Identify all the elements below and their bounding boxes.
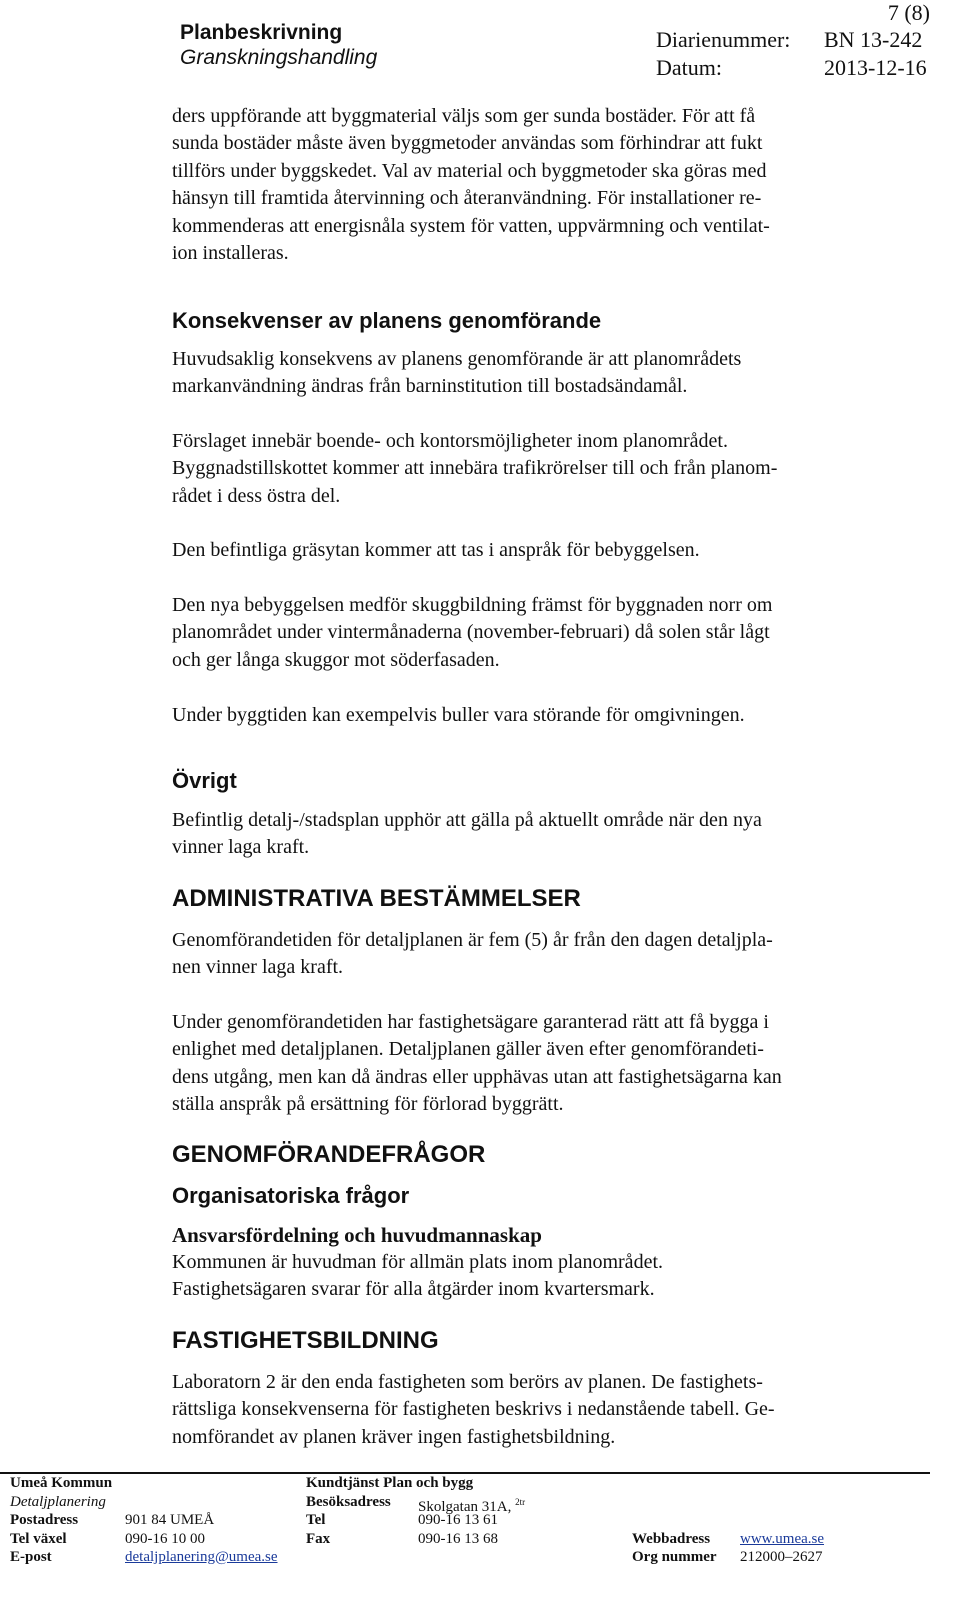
text-line: kommenderas att energisnåla system för vatten, uppvärmning och ventilat- — [172, 214, 770, 237]
paragraph-huvudsaklig — [172, 346, 912, 401]
footer-fax-label: Fax — [306, 1531, 331, 1547]
paragraph-grasytan — [172, 537, 912, 564]
footer-org: Umeå Kommun — [10, 1475, 113, 1491]
footer-web-link[interactable]: www.umea.se — [740, 1531, 825, 1547]
footer-org-value: 212000–2627 — [740, 1549, 823, 1565]
footer-besok-floor: 2tr — [515, 1497, 526, 1507]
paragraph-ansvar — [172, 1249, 912, 1304]
datum-label: Datum: — [656, 55, 722, 80]
text-line: tillförs under byggskedet. Val av material och byggmetoder ska göras med — [172, 159, 767, 182]
document-status: Granskningshandling — [180, 46, 378, 69]
footer-kundtjanst: Kundtjänst Plan och bygg — [306, 1475, 474, 1491]
text-line: ställa anspråk på ersättning för förlorad byggrätt. — [172, 1093, 564, 1116]
text-line: Förslaget innebär boende- och kontorsmöjligheter inom planområdet. — [172, 430, 728, 452]
footer-email-link[interactable]: detaljplanering@umea.se — [125, 1549, 278, 1565]
text-line: planområdet under vintermånaderna (november-februari) då solen står lågt — [172, 621, 770, 644]
text-line: Den befintliga gräsytan kommer att tas i anspråk för bebyggelsen. — [172, 539, 700, 561]
document-title: Planbeskrivning — [180, 21, 343, 44]
footer-webb-label: Webbadress — [632, 1531, 711, 1547]
heading-genomforandefragor: GENOMFÖRANDEFRÅGOR — [172, 1141, 486, 1168]
footer-telvaxel-value: 090-16 10 00 — [125, 1531, 205, 1547]
text-line: rådet i dess östra del. — [172, 484, 341, 507]
heading-konsekvenser: Konsekvenser av planens genomförande — [172, 308, 602, 333]
footer-tel-label: Tel — [306, 1512, 326, 1528]
footer-org-label: Org nummer — [632, 1549, 717, 1565]
text-line: rättsliga konsekvenserna för fastigheten beskrivs i nedanstående tabell. Ge- — [172, 1398, 775, 1421]
text-line: enlighet med detaljplanen. Detaljplanen gäller även efter genomförandeti- — [172, 1038, 764, 1061]
text-line: ders uppförande att byggmaterial väljs som ger sunda bostäder. För att få — [172, 105, 756, 127]
paragraph-ovrigt — [172, 807, 912, 862]
footer-postadress-label: Postadress — [10, 1512, 79, 1528]
heading-ovrigt: Övrigt — [172, 768, 237, 793]
paragraph-skuggbildning — [172, 592, 912, 674]
text-line: Den nya bebyggelsen medför skuggbildning främst för byggnaden norr om — [172, 594, 773, 616]
paragraph-genomforandetid — [172, 927, 912, 982]
footer-epost-label: E-post — [10, 1549, 52, 1565]
text-line: Under genomförandetiden har fastighetsägare garanterad rätt att få bygga i — [172, 1011, 769, 1033]
text-line: nen vinner laga kraft. — [172, 956, 344, 979]
footer-telvaxel-label: Tel växel — [10, 1531, 67, 1547]
heading-organisatoriska-fragor: Organisatoriska frågor — [172, 1183, 410, 1208]
text-line: vinner laga kraft. — [172, 836, 310, 859]
diarienummer-value: BN 13-242 — [824, 27, 923, 52]
heading-administrativa-bestammelser: ADMINISTRATIVA BESTÄMMELSER — [172, 885, 581, 912]
paragraph-buller — [172, 702, 912, 729]
datum-value: 2013-12-16 — [824, 55, 927, 80]
text-line: Befintlig detalj-/stadsplan upphör att gälla på aktuellt område när den nya — [172, 809, 762, 831]
text-line: ion installeras. — [172, 242, 289, 265]
text-line: Fastighetsägaren svarar för alla åtgärder inom kvartersmark. — [172, 1278, 655, 1301]
text-line: Laboratorn 2 är den enda fastigheten som berörs av planen. De fastighets- — [172, 1371, 763, 1393]
footer-dept: Detaljplanering — [10, 1494, 106, 1510]
paragraph-under-genomforandetid — [172, 1009, 912, 1119]
text-line: dens utgång, men kan då ändras eller upphävas utan att fastighetsägarna kan — [172, 1065, 782, 1088]
diarienummer-label: Diarienummer: — [656, 27, 791, 52]
text-line: hänsyn till framtida återvinning och återanvändning. För installationer re- — [172, 187, 762, 210]
text-line: och ger långa skuggor mot söderfasaden. — [172, 648, 500, 671]
footer-tel-value: 090-16 13 61 — [418, 1512, 498, 1528]
heading-ansvarsfordelning: Ansvarsfördelning och huvudmannaskap — [172, 1223, 542, 1247]
footer-besok-address: Skolgatan 31A, — [418, 1499, 512, 1515]
paragraph-forslaget — [172, 428, 912, 510]
footer-fax-value: 090-16 13 68 — [418, 1531, 498, 1547]
page-number: 7 (8) — [887, 0, 930, 25]
text-line: Under byggtiden kan exempelvis buller vara störande för omgivningen. — [172, 704, 745, 726]
heading-fastighetsbildning: FASTIGHETSBILDNING — [172, 1327, 439, 1354]
paragraph-intro — [172, 103, 912, 267]
text-line: Genomförandetiden för detaljplanen är fem (5) år från den dagen detaljpla- — [172, 929, 773, 951]
text-line: sunda bostäder måste även byggmetoder användas som förhindrar att fukt — [172, 132, 763, 155]
text-line: markanvändning ändras från barninstitution till bostadsändamål. — [172, 375, 688, 398]
text-line: Huvudsaklig konsekvens av planens genomförande är att planområdets — [172, 348, 742, 370]
text-line: Byggnadstillskottet kommer att innebära trafikrörelser till och från planom- — [172, 457, 778, 480]
text-line: nomförandet av planen kräver ingen fastighetsbildning. — [172, 1425, 616, 1448]
footer-postadress-value: 901 84 UMEÅ — [125, 1512, 215, 1528]
text-line: Kommunen är huvudman för allmän plats inom planområdet. — [172, 1251, 663, 1273]
footer-besok-label: Besöksadress — [306, 1494, 391, 1510]
paragraph-fastighet — [172, 1369, 912, 1451]
